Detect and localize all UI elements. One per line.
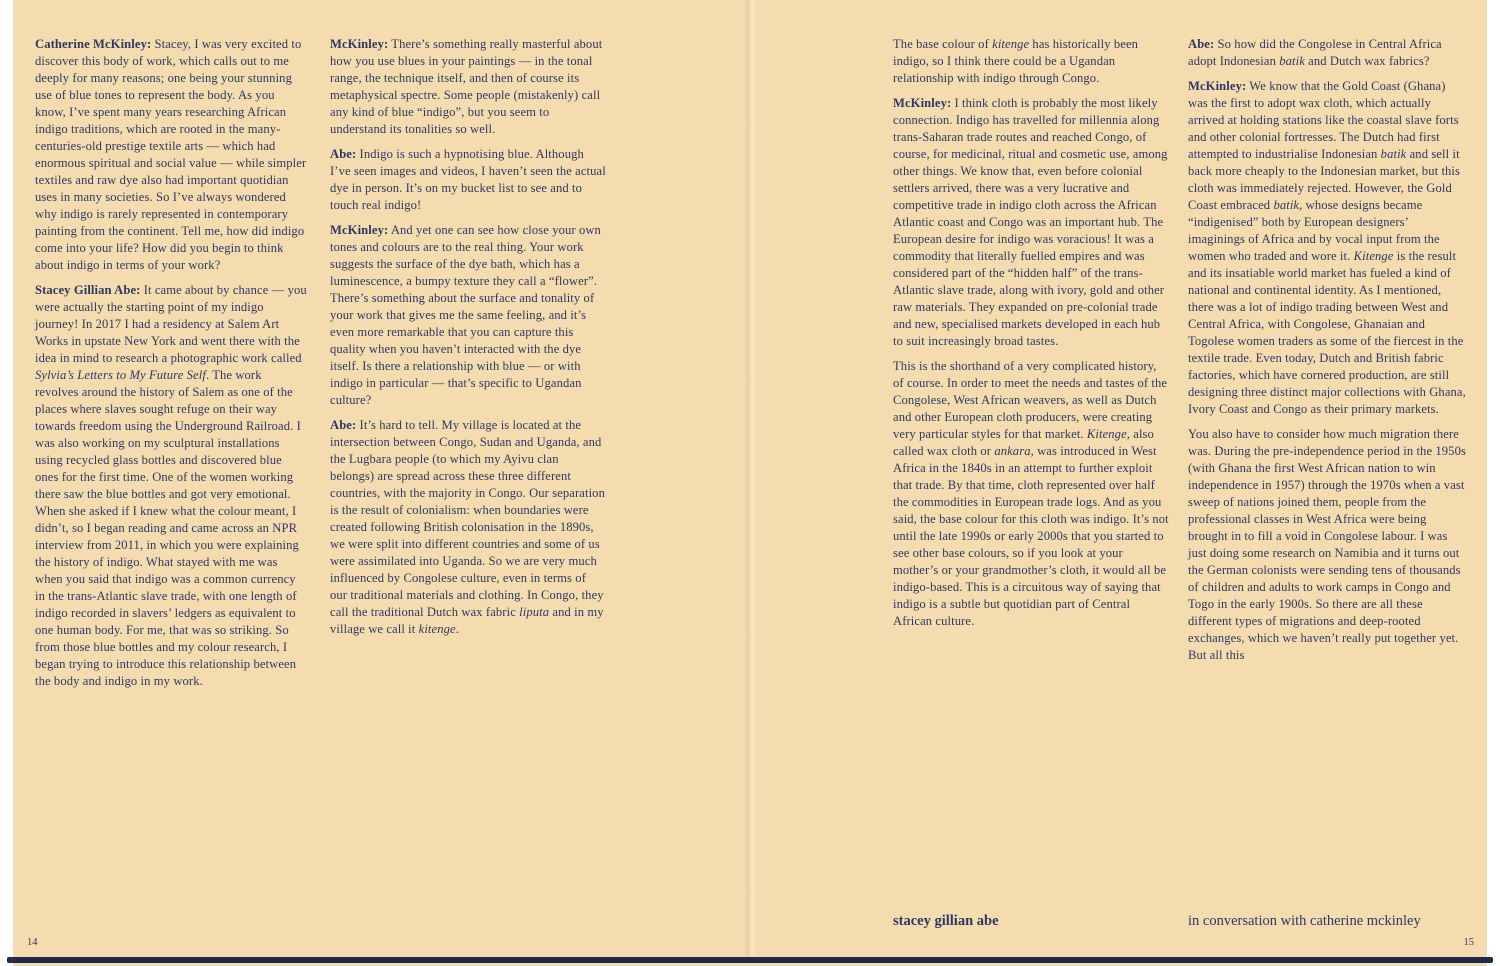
- speaker-name: Stacey Gillian Abe:: [35, 283, 141, 297]
- page-number-right: 15: [1463, 937, 1474, 948]
- speaker-name: McKinley:: [330, 223, 389, 237]
- text-column-1: [35, 36, 307, 690]
- text-segment: , whose designs became “indigenised” both by European designers’ imaginings of Africa and by vocal input from the women who traded and wore it.: [1188, 198, 1440, 263]
- text-segment: The base colour of: [893, 37, 993, 51]
- speaker-name: McKinley:: [893, 96, 952, 110]
- footer-author-name: stacey gillian abe: [893, 913, 999, 929]
- text-segment: and in my village we call it: [330, 605, 604, 636]
- text-segment: Sylvia’s Letters to My Future Self: [35, 368, 206, 382]
- text-segment: Stacey, I was very excited to discover this body of work, which calls out to me deeply for many reasons; one being your stunning use of blue tones to represent the body. As you know, I’ve spent many years researching African indigo traditions, which are rooted in the many-centuries-old prestige textile arts — which had enormous spiritual and social value — while simpler textiles and raw dye also had important quotidian uses in many societies. So I’ve always wondered why indigo is rarely represented in contemporary painting from the continent. Tell me, how did indigo come into your life? How did you begin to think about indigo in terms of your work?: [35, 37, 307, 272]
- footer-conversation-title: in conversation with catherine mckinley: [1188, 913, 1421, 929]
- speaker-name: McKinley:: [1188, 79, 1247, 93]
- paragraph: [893, 36, 1169, 87]
- text-segment: .: [455, 622, 459, 636]
- text-segment: kitenge: [992, 37, 1030, 51]
- text-segment: is the result and its insatiable world market has fueled a kind of national and continental identity. As I mentioned, there was a lot of indigo trading between West and Central Africa, with Congolese, Ghanaian and Togolese women traders as some of the fiercest in the textile trade. Even today, Dutch and British fabric factories, which have cornered production, are still designing three distinct major collections with Ghana, Ivory Coast and Congo as their primary markets.: [1188, 249, 1466, 416]
- text-segment: liputa: [519, 605, 550, 619]
- speaker-name: Abe:: [1188, 37, 1215, 51]
- paper-edge-right: [1487, 0, 1500, 966]
- text-segment: So how did the Congolese in Central Africa adopt Indonesian: [1188, 37, 1442, 68]
- text-segment: It came about by chance — you were actually the starting point of my indigo journey! In 2017 I had a residency at Salem Art Works in upstate New York and went there with the idea in mind to research a photographic work called: [35, 283, 307, 365]
- text-segment: and Dutch wax fabrics?: [1304, 54, 1430, 68]
- speaker-name: Abe:: [330, 147, 357, 161]
- text-segment: batik: [1279, 54, 1305, 68]
- book-cover-edge: [7, 957, 1493, 963]
- page-gutter: [744, 0, 756, 956]
- text-segment: , was introduced in West Africa in the 1840s in an attempt to further exploit that trade. By that time, cloth represented over half the commodities in European trade logs. And as you said, the base colour for this cloth was indigo. It’s not until the late 1990s or early 2000s that you started to see other base colours, so if you look at your mother’s or your grandmother’s cloth, it would all be indigo-based. This is a circuitous way of saying that indigo is a subtle but quotidian part of Central African culture.: [893, 444, 1169, 628]
- text-segment: has historically been indigo, so I think there could be a Ugandan relationship with indigo through Congo.: [893, 37, 1139, 85]
- paragraph: [330, 222, 606, 409]
- paragraph: [1188, 426, 1468, 664]
- text-segment: This is the shorthand of a very complicated history, of course. In order to meet the needs and tastes of the Congolese, West African weavers, as well as Dutch and other European cloth producers, were creating very particular styles for that market.: [893, 359, 1168, 441]
- text-segment: batik: [1273, 198, 1300, 212]
- speaker-name: McKinley:: [330, 37, 389, 51]
- text-segment: , also called wax cloth or: [893, 427, 1154, 458]
- paragraph: [330, 146, 606, 214]
- text-segment: It’s hard to tell. My village is located at the intersection between Congo, Sudan and Uganda, and the Lugbara people (to which my Ayivu clan belongs) are spread across these three different countries, with the majority in Congo. Our separation is the result of colonialism: when boundaries were created following British colonisation in the 1890s, we were split into different countries and some of us were assimilated into Uganda. So we are very much influenced by Congolese culture, even in terms of our traditional materials and clothing. In Congo, they call the traditional Dutch wax fabric: [330, 418, 605, 619]
- text-segment: and sell it back more cheaply to the Indonesian market, but this cloth was immediately rejected. However, the Gold Coast embraced: [1188, 147, 1461, 212]
- text-segment: I think cloth is probably the most likely connection. Indigo has travelled for millennia along trans-Saharan trade routes and reached Congo, of course, for medicinal, ritual and cosmetic use, among other things. We know that, even before colonial settlers arrived, there was a very lucrative and competitive trade in indigo cloth across the African Atlantic coast and Congo was an important hub. The European desire for indigo was voracious! It was a commodity that literally fuelled empires and was considered part of the “hidden half” of the trans-Atlantic slave trade, along with ivory, gold and other raw materials. They expanded on pre-colonial trade and new, specialised markets developed in each hub to suit increasingly broad tastes.: [893, 96, 1168, 348]
- text-segment: batik: [1380, 147, 1407, 161]
- text-segment: kitenge: [418, 622, 456, 636]
- text-segment: We know that the Gold Coast (Ghana) was the first to adopt wax cloth, which actually arrived at holding stations like the coastal slave forts and other colonial fortresses. The Dutch had first attempted to industrialise Indonesian: [1188, 79, 1459, 161]
- paragraph: [330, 417, 606, 638]
- text-segment: There’s something really masterful about how you use blues in your paintings — in the tonal range, the technique itself, and then of course its metaphysical spectre. Some people (mistakenly) call any kind of blue “indigo”, but you seem to understand its tonalities so well.: [330, 37, 603, 136]
- paragraph: [1188, 78, 1468, 418]
- text-segment: Kitenge: [1086, 427, 1127, 441]
- text-column-4: [1188, 36, 1468, 664]
- text-segment: ankara: [994, 444, 1031, 458]
- speaker-name: Abe:: [330, 418, 357, 432]
- text-segment: Kitenge: [1353, 249, 1394, 263]
- text-segment: And yet one can see how close your own tones and colours are to the real thing. Your work suggests the surface of the dye bath, which has a luminescence, a bumpy texture they call a “flower”. There’s something about the surface and tonality of your work that gives me the same feeling, and it’s even more remarkable that you can capture this quality when you haven’t interacted with the dye itself. Is there a relationship with blue — or with indigo in particular — that’s specific to Ugandan culture?: [330, 223, 601, 407]
- text-segment: You also have to consider how much migration there was. During the pre-independence period in the 1950s (with Ghana the first West African nation to win independence in 1957) through the 1970s when a vast sweep of nations joined them, people from the professional classes in West Africa were being brought in to fill a void in Congolese labour. I was just doing some research on Namibia and it turns out the German colonists were sending tens of thousands of children and adults to work camps in Congo and Togo in the early 1900s. So there are all these different types of migrations and deep-rooted exchanges, which we haven’t really put together yet. But all this: [1188, 427, 1466, 662]
- page-number-left: 14: [27, 937, 38, 948]
- text-column-3: [893, 36, 1169, 630]
- paragraph: [35, 36, 307, 274]
- paragraph: [893, 358, 1169, 630]
- text-column-2: [330, 36, 606, 638]
- paragraph: [1188, 36, 1468, 70]
- speaker-name: Catherine McKinley:: [35, 37, 152, 51]
- paragraph: [893, 95, 1169, 350]
- text-segment: . The work revolves around the history of Salem as one of the places where slaves sought refuge on their way towards freedom using the Underground Railroad. I was also working on my sculptural installations using recycled glass bottles and discovered blue ones for the first time. One of the women working there saw the blue bottles and got very emotional. When she asked if I knew what the colour meant, I didn’t, so I began reading and came across an NPR interview from 2011, in which you were explaining the history of indigo. What stayed with me was when you said that indigo was a common currency in the trans-Atlantic slave trade, with one length of indigo recorded in slavers’ ledgers as equivalent to one human body. For me, that was so striking. So from those blue bottles and my colour research, I began trying to introduce this relationship between the body and indigo in my work.: [35, 368, 301, 688]
- paragraph: [330, 36, 606, 138]
- text-segment: Indigo is such a hypnotising blue. Although I’ve seen images and videos, I haven’t seen the actual dye in person. It’s on my bucket list to see and to touch real indigo!: [330, 147, 606, 212]
- paragraph: [35, 282, 307, 690]
- paper-edge-left: [0, 0, 13, 966]
